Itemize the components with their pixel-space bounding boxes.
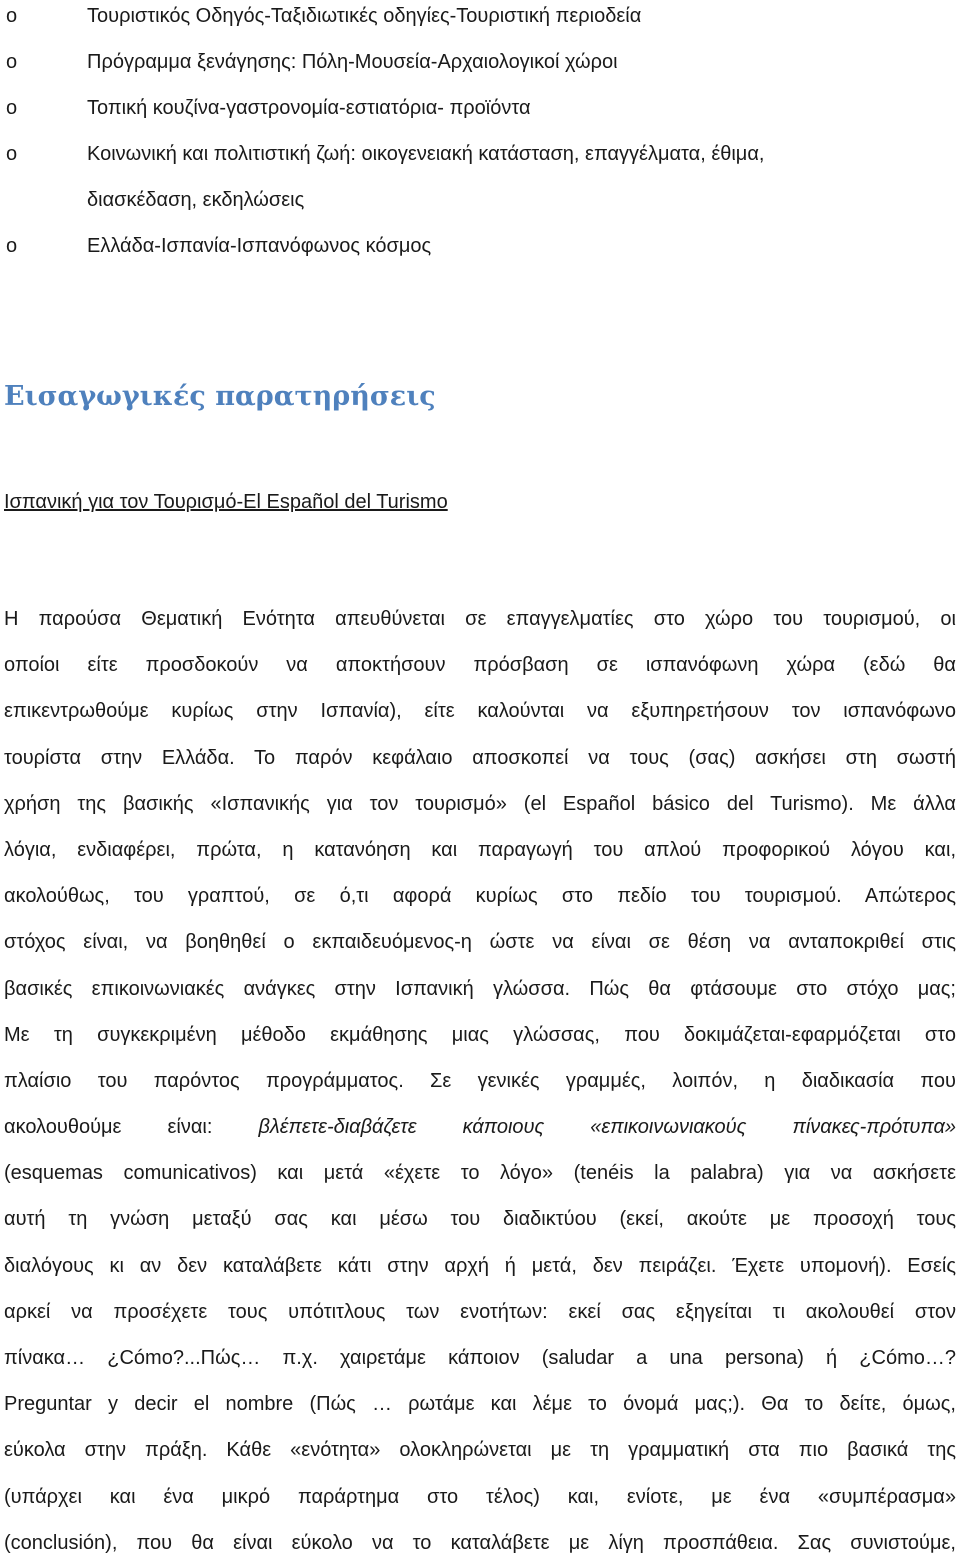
text-segment: πίνακα… ¿Cómo?...Πώς… π.χ. χαιρετάμε κάποιον (saludar a una persona) ή ¿Cómo…? [4, 1347, 956, 1369]
list-item [0, 39, 960, 85]
body-line [4, 1474, 956, 1520]
text-segment: αυτή τη γνώση μεταξύ σας και μέσω του διαδικτύου (εκεί, ακούτε με προσοχή τους [4, 1208, 956, 1231]
text-segment: διαλόγους κι αν δεν καταλάβετε κάτι στην αρχή ή μετά, δεν πειράζει. Έχετε υπομονή). Εσείς [4, 1254, 956, 1277]
body-line [4, 1104, 956, 1150]
text-segment: Η παρούσα Θεματική Ενότητα απευθύνεται σε επαγγελματίες στο χώρο του τουρισμού, οι [4, 608, 956, 630]
italic-text: βλέπετε-διαβάζετε κάποιους «επικοινωνιακούς πίνακες-πρότυπα» [258, 1116, 956, 1139]
text-segment: πλαίσιο του παρόντος προγράμματος. Σε γενικές γραμμές, λοιπόν, η διαδικασία που [4, 1069, 956, 1092]
text-segment: λόγια, ενδιαφέρει, πρώτα, η κατανόηση και παραγωγή του απλού προφορικού λόγου και, [4, 838, 956, 861]
list-item-text: Τοπική κουζίνα-γαστρονομία-εστιατόρια- προϊόντα [87, 97, 531, 119]
body-line [4, 1427, 956, 1473]
text-segment: Με τη συγκεκριμένη μέθοδο εκμάθησης μιας γλώσσας, που δοκιμάζεται-εφαρμόζεται στο [4, 1023, 956, 1046]
body-line [4, 827, 956, 873]
body-paragraph [4, 596, 956, 1566]
bullet-marker: o [6, 97, 18, 119]
body-line [4, 873, 956, 919]
list-item-text: διασκέδαση, εκδηλώσεις [87, 189, 305, 211]
text-segment: ακολούθως, του γραπτού, σε ό,τι αφορά κυρίως στο πεδίο του τουρισμού. Απώτερος [4, 885, 956, 908]
section-subtitle: Ισπανική για τον Τουρισμό-El Español del Turismo [4, 491, 448, 513]
body-line [4, 1150, 956, 1196]
list-item-text: Κοινωνική και πολιτιστική ζωή: οικογενειακή κατάσταση, επαγγέλματα, έθιμα, [87, 143, 765, 165]
text-segment: (esquemas comunicativos) και μετά «έχετε το λόγο» (tenéis la palabra) για να ασκήσετε [4, 1162, 956, 1185]
list-item-text: Ελλάδα-Ισπανία-Ισπανόφωνος κόσμος [87, 235, 432, 257]
body-line [4, 642, 956, 688]
bullet-marker: o [6, 143, 18, 165]
list-item [0, 85, 960, 131]
text-segment: Preguntar y decir el nombre (Πώς … ρωτάμε και λέμε το όνομά μας;). Θα το δείτε, όμως, [4, 1393, 956, 1416]
body-line [4, 1289, 956, 1335]
body-line [4, 966, 956, 1012]
text-segment: ακολουθούμε είναι: [4, 1116, 259, 1139]
list-item [0, 223, 960, 269]
body-line [4, 1058, 956, 1104]
body-line [4, 1012, 956, 1058]
body-line [4, 1520, 956, 1566]
list-item [0, 0, 960, 39]
body-line [4, 1381, 956, 1427]
bullet-marker: o [6, 235, 18, 257]
text-segment: εύκολα στην πράξη. Κάθε «ενότητα» ολοκληρώνεται με τη γραμματική στα πιο βασικά της [4, 1439, 956, 1462]
text-segment: τουρίστα στην Ελλάδα. Το παρόν κεφάλαιο αποσκοπεί να τους (σας) ασκήσει στη σωστή [4, 746, 956, 769]
text-segment: αρκεί να προσέχετε τους υπότιτλους των ενοτήτων: εκεί σας εξηγείται τι ακολουθεί στον [4, 1300, 956, 1323]
text-segment: οποίοι είτε προσδοκούν να αποκτήσουν πρόσβαση σε ισπανόφωνη χώρα (εδώ θα [4, 654, 956, 677]
body-line [4, 1335, 956, 1381]
list-item [0, 131, 960, 177]
text-segment: χρήση της βασικής «Ισπανικής για τον τουρισμό» (el Español básico del Turismo). Με άλλα [4, 792, 956, 815]
text-segment: στόχος είναι, να βοηθηθεί ο εκπαιδευόμενος-η ώστε να είναι σε θέση να ανταποκριθεί στις [4, 931, 956, 954]
list-item-text: Πρόγραμμα ξενάγησης: Πόλη-Μουσεία-Αρχαιολογικοί χώροι [87, 51, 618, 73]
text-segment: (conclusión), που θα είναι εύκολο να το καταλάβετε με λίγη προσπάθεια. Σας συνιστούμε, [4, 1531, 956, 1554]
list-item [0, 177, 960, 223]
text-segment: βασικές επικοινωνιακές ανάγκες στην Ισπανική γλώσσα. Πώς θα φτάσουμε στο στόχο μας; [4, 977, 956, 1000]
body-line [4, 688, 956, 734]
text-segment: επικεντρωθούμε κυρίως στην Ισπανία), είτε καλούνται να εξυπηρετήσουν τον ισπανόφωνο [4, 700, 956, 723]
list-item-text: Τουριστικός Οδηγός-Ταξιδιωτικές οδηγίες-Τουριστική περιοδεία [87, 5, 642, 27]
body-line [4, 735, 956, 781]
bullet-marker: o [6, 51, 18, 73]
body-line [4, 919, 956, 965]
text-segment: (υπάρχει και ένα μικρό παράρτημα στο τέλος) και, ενίοτε, με ένα «συμπέρασμα» [4, 1485, 956, 1508]
body-line [4, 781, 956, 827]
bullet-marker: o [6, 5, 18, 27]
section-heading: Εισαγωγικές παρατηρήσεις [4, 381, 436, 412]
body-line [4, 596, 956, 642]
body-line [4, 1196, 956, 1242]
body-line [4, 1243, 956, 1289]
